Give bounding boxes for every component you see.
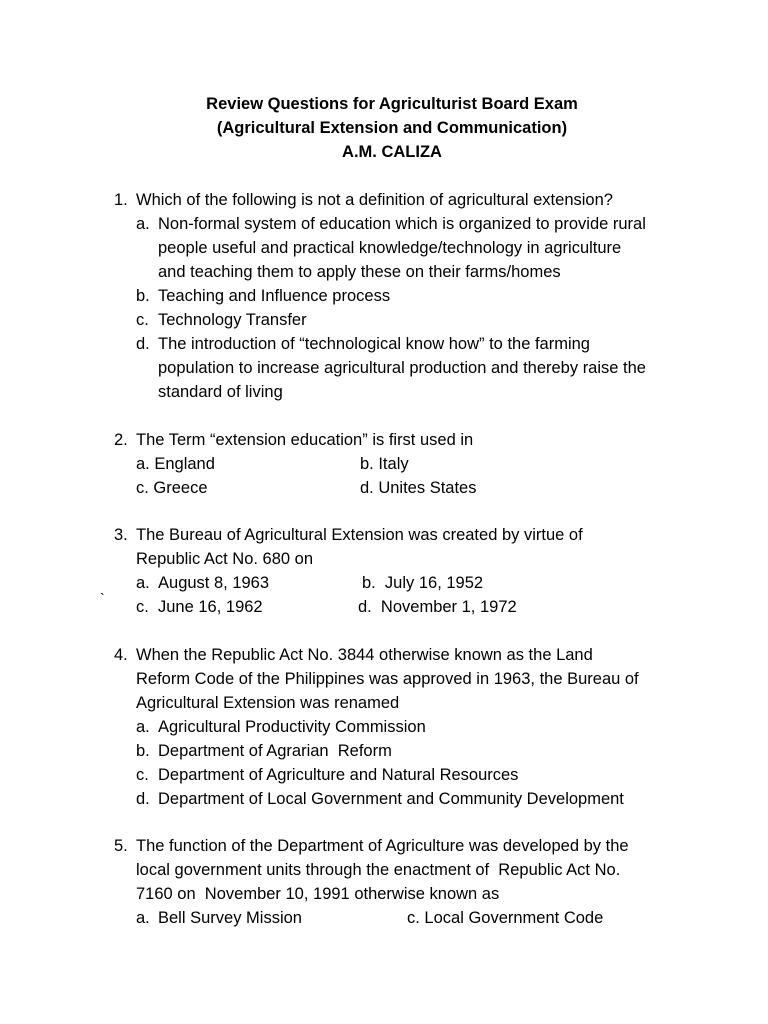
question-stem: Republic Act No. 680 on — [136, 550, 314, 568]
question-stem: Reform Code of the Philippines was approved in 1963, the Bureau of — [136, 670, 639, 688]
option-d: d. Unites States — [360, 479, 477, 497]
option-a-text: and teaching them to apply these on their farms/homes — [158, 263, 561, 281]
option-a: a. August 8, 1963 — [136, 574, 270, 592]
option-b-letter: b. — [136, 287, 150, 305]
option-c-letter: c. — [136, 311, 149, 329]
question-number: 2. — [114, 431, 128, 449]
option-d-letter: d. — [136, 790, 150, 808]
option-a-text: Non-formal system of education which is organized to provide rural — [158, 215, 646, 233]
option-a-letter: a. — [136, 215, 150, 233]
question-number: 4. — [114, 646, 128, 664]
document-header — [0, 92, 768, 164]
option-a: a. England — [136, 455, 215, 473]
document-subtitle: (Agricultural Extension and Communication) — [216, 119, 568, 137]
option-a-letter: a. — [136, 909, 150, 927]
question-number: 3. — [114, 526, 128, 544]
option-b: b. July 16, 1952 — [362, 574, 484, 592]
option-a-letter: a. — [136, 718, 150, 736]
stray-mark: ` — [100, 590, 105, 606]
option-a-text: Agricultural Productivity Commission — [158, 718, 426, 736]
option-b-letter: b. — [136, 742, 150, 760]
question-stem: local government units through the enactment of Republic Act No. — [136, 861, 621, 879]
option-d: d. November 1, 1972 — [358, 598, 517, 616]
question-stem: The Bureau of Agricultural Extension was created by virtue of — [136, 526, 583, 544]
option-c: c. Greece — [136, 479, 208, 497]
question-stem: Which of the following is not a definition of agricultural extension? — [136, 191, 613, 209]
option-d-text: The introduction of “technological know how” to the farming — [158, 335, 590, 353]
option-d-letter: d. — [136, 335, 150, 353]
question-stem: The Term “extension education” is first used in — [136, 431, 474, 449]
question-number: 5. — [114, 837, 128, 855]
question-stem: The function of the Department of Agriculture was developed by the — [136, 837, 629, 855]
question-stem: Agricultural Extension was renamed — [136, 694, 400, 712]
option-b: b. Italy — [360, 455, 409, 473]
question-stem: 7160 on November 10, 1991 otherwise known as — [136, 885, 500, 903]
option-c-text: Department of Agriculture and Natural Resources — [158, 766, 519, 784]
option-c: c. June 16, 1962 — [136, 598, 263, 616]
option-b-text: Department of Agrarian Reform — [158, 742, 392, 760]
option-c-text: Technology Transfer — [158, 311, 307, 329]
option-a-text: Bell Survey Mission — [158, 909, 302, 927]
question-number: 1. — [114, 191, 128, 209]
option-c: c. Local Government Code — [407, 909, 604, 927]
option-b-text: Teaching and Influence process — [158, 287, 391, 305]
option-d-text: standard of living — [158, 383, 283, 401]
document-title: Review Questions for Agriculturist Board Exam — [206, 95, 578, 113]
option-a-text: people useful and practical knowledge/technology in agriculture — [158, 239, 622, 257]
document-author: A.M. CALIZA — [342, 143, 442, 161]
option-d-text: Department of Local Government and Community Development — [158, 790, 624, 808]
question-stem: When the Republic Act No. 3844 otherwise known as the Land — [136, 646, 593, 664]
option-c-letter: c. — [136, 766, 149, 784]
option-d-text: population to increase agricultural production and thereby raise the — [158, 359, 646, 377]
